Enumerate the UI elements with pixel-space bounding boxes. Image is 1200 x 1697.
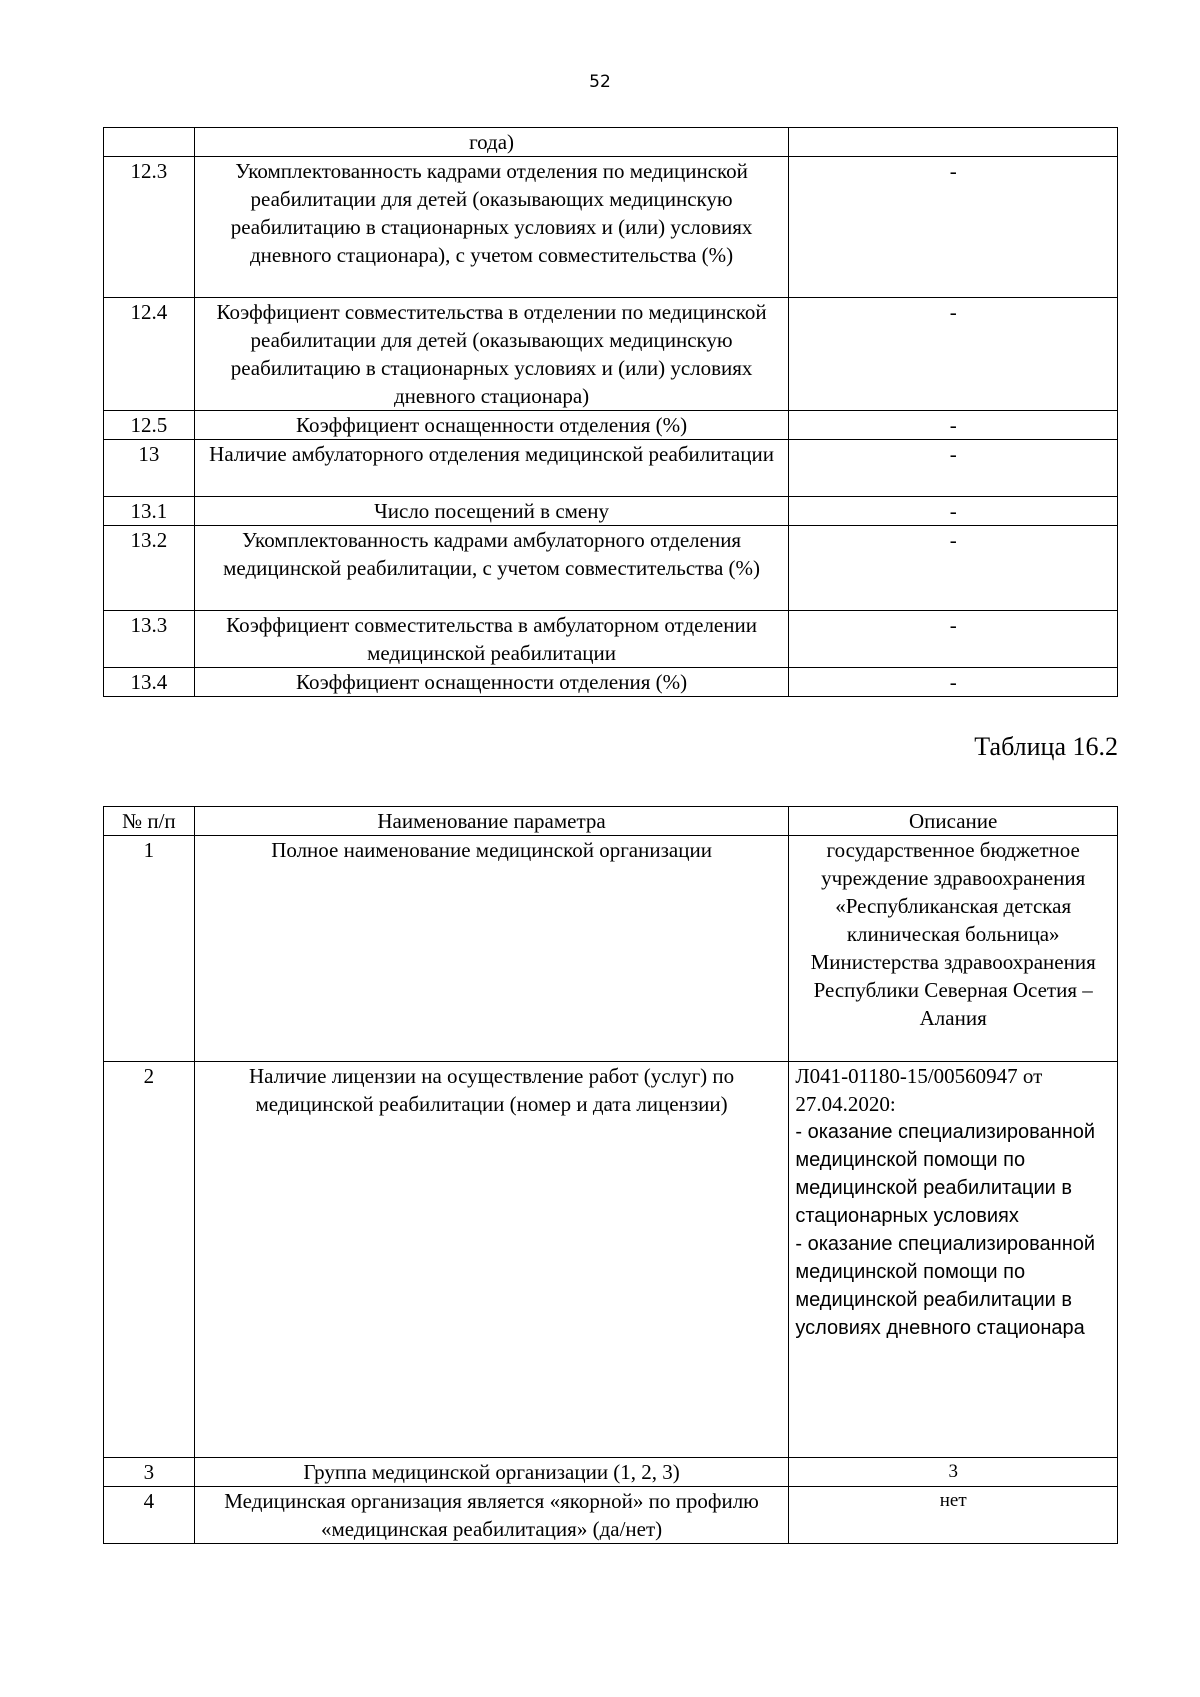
table-caption: Таблица 16.2 (974, 732, 1118, 761)
table-row (104, 440, 1118, 497)
license-number: Л041-01180-15/00560947 от 27.04.2020: (795, 1064, 1043, 1116)
row-name: Наличие лицензии на осуществление работ (услуг) по медицинской реабилитации (номер и дата лицензии) (194, 1062, 789, 1458)
table-row (104, 526, 1118, 611)
table-row (104, 836, 1118, 1062)
row-name: Укомплектованность кадрами отделения по медицинской реабилитации для детей (оказывающих медицинскую реабилитацию в стационарных условиях и (или) условиях дневного стационара), с учетом совместительства (%) (194, 157, 789, 298)
row-desc: нет (789, 1487, 1118, 1544)
table-header-row (104, 807, 1118, 836)
page-number: 52 (589, 72, 611, 92)
row-name: Коэффициент оснащенности отделения (%) (194, 668, 789, 697)
table-row (104, 1062, 1118, 1458)
row-desc: - (789, 497, 1118, 526)
row-num: 13.4 (104, 668, 195, 697)
row-desc: 3 (789, 1458, 1118, 1487)
organization-table (103, 806, 1118, 1544)
row-name: Наличие амбулаторного отделения медицинской реабилитации (194, 440, 789, 497)
row-desc: - (789, 611, 1118, 668)
license-item: - оказание специализированной медицинской помощи по медицинской реабилитации в условиях дневного стационара (795, 1233, 1096, 1339)
row-desc: - (789, 411, 1118, 440)
row-name: Укомплектованность кадрами амбулаторного отделения медицинской реабилитации, с учетом совместительства (%) (194, 526, 789, 611)
table-row (104, 298, 1118, 411)
row-desc (789, 1062, 1118, 1458)
license-item: - оказание специализированной медицинской помощи по медицинской реабилитации в стационарных условиях (795, 1121, 1096, 1227)
row-num: 13 (104, 440, 195, 497)
row-name: Группа медицинской организации (1, 2, 3) (194, 1458, 789, 1487)
table-row (104, 157, 1118, 298)
row-desc: - (789, 157, 1118, 298)
row-desc: - (789, 668, 1118, 697)
row-name: Медицинская организация является «якорной» по профилю «медицинская реабилитация» (да/нет) (194, 1487, 789, 1544)
row-num: 12.5 (104, 411, 195, 440)
table-row (104, 497, 1118, 526)
row-num: 4 (104, 1487, 195, 1544)
row-name: Число посещений в смену (194, 497, 789, 526)
header-desc: Описание (789, 807, 1118, 836)
row-num: 13.2 (104, 526, 195, 611)
row-desc: - (789, 440, 1118, 497)
table-row (104, 411, 1118, 440)
table-row (104, 611, 1118, 668)
table-row (104, 668, 1118, 697)
header-num: № п/п (104, 807, 195, 836)
row-num: 12.4 (104, 298, 195, 411)
row-name: Полное наименование медицинской организации (194, 836, 789, 1062)
row-num (104, 128, 195, 157)
row-num: 13.1 (104, 497, 195, 526)
table-row (104, 1487, 1118, 1544)
row-name: Коэффициент оснащенности отделения (%) (194, 411, 789, 440)
row-name: года) (194, 128, 789, 157)
row-desc: - (789, 298, 1118, 411)
row-num: 3 (104, 1458, 195, 1487)
table-row (104, 128, 1118, 157)
row-name: Коэффициент совместительства в амбулаторном отделении медицинской реабилитации (194, 611, 789, 668)
header-name: Наименование параметра (194, 807, 789, 836)
table-row (104, 1458, 1118, 1487)
row-desc: государственное бюджетное учреждение здравоохранения «Республиканская детская клиническая больница» Министерства здравоохранения Республики Северная Осетия – Алания (789, 836, 1118, 1062)
row-name: Коэффициент совместительства в отделении по медицинской реабилитации для детей (оказывающих медицинскую реабилитацию в стационарных условиях и (или) условиях дневного стационара) (194, 298, 789, 411)
row-num: 12.3 (104, 157, 195, 298)
row-num: 1 (104, 836, 195, 1062)
row-num: 2 (104, 1062, 195, 1458)
row-desc (789, 128, 1118, 157)
row-num: 13.3 (104, 611, 195, 668)
parameters-table-continued (103, 127, 1118, 697)
row-desc: - (789, 526, 1118, 611)
